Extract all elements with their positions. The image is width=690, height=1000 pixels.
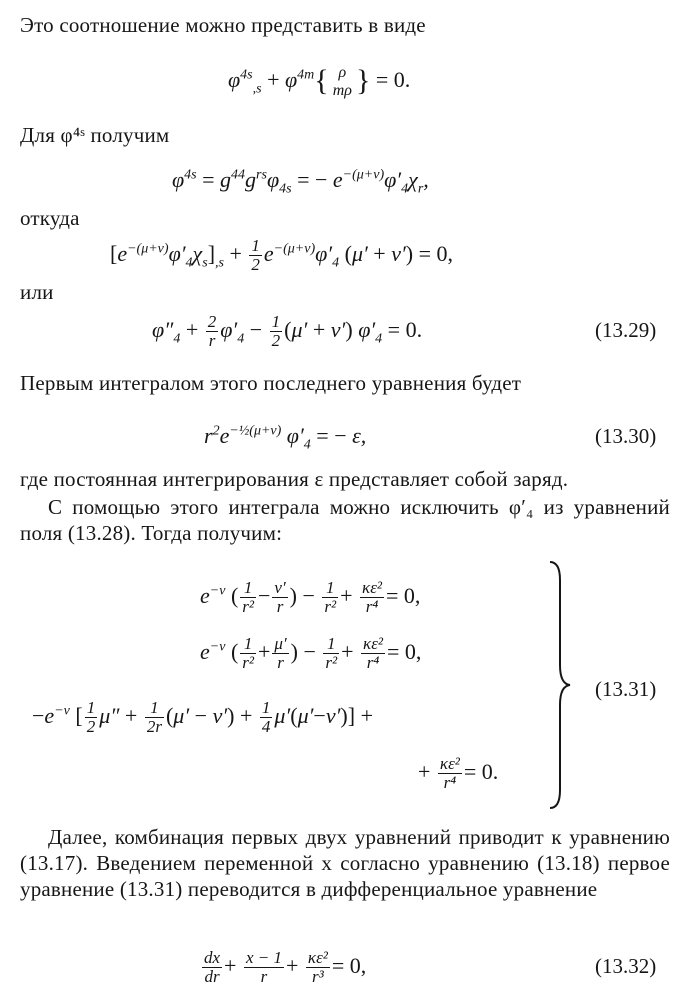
- equation-number-13-29: (13.29): [595, 318, 657, 342]
- equation-13-32: $\frac{dx}{dr}$ + $\frac{x - 1}{r}$ + $\frac{\text{κε²}}{\text{r³}}$ = 0, (13.32): [204, 948, 657, 987]
- right-brace: [548, 560, 572, 810]
- paragraph-or: или: [20, 280, 54, 304]
- paragraph-whence: откуда: [20, 206, 80, 230]
- equation-number-13-30: (13.30): [595, 424, 657, 448]
- equation-13-31-line-2: $e^{-\nu}$ ( $\frac{1}{\text{r²}}$ + $\frac{\mu'}{r}$ ) − $\frac{1}{\text{r²}}$ + $\frac{\text{κε²}}{\text{r⁴}}$ = 0,: [200, 634, 422, 673]
- equation-number-13-31: (13.31): [595, 677, 657, 701]
- paragraph-first-integral: Первым интегралом этого последнего уравнения будет: [20, 371, 522, 395]
- equation-13-29: $\varphi''_4$ + $\frac{2}{r}$ $\varphi'_4$ − $\frac{1}{2}$ (μ′ + ν′) $\varphi'_4 = 0$. (13.29): [152, 312, 657, 351]
- paragraph-for-phi: Для φ⁴ˢ получим: [20, 123, 170, 147]
- paragraph-charge: где постоянная интегрирования ε представляет собой заряд.: [20, 467, 569, 491]
- equation-13-30: $r^2e^{-\frac{1}{2}(\mu+\nu)}$ $\varphi'_4$ = − ε, (13.30): [204, 423, 657, 453]
- equation-13-31-line-3: $-e^{-\nu}$ [ $\frac{1}{2}$ μ″ + $\frac{1}{2r}$ (μ′ − ν′) + $\frac{1}{4}$ μ′(μ′−ν′)] +: [32, 698, 373, 737]
- equation-13-31-line-1: $e^{-\nu}$ ( $\frac{1}{\text{r²}}$ − $\frac{\nu'}{r}$ ) − $\frac{1}{\text{r²}}$ + $\frac{\text{κε²}}{\text{r⁴}}$ = 0,: [200, 578, 421, 617]
- equation-phi-4s: $\varphi^{4s} = g^{44}g^{rs}\varphi_{4s}$ = − $e^{-(\mu+\nu)}\varphi'_4\chi_r$,: [172, 167, 429, 197]
- paragraph-eliminate: С помощью этого интеграла можно исключить φ′₄ из уравнений поля (13.28). Тогда получим:: [20, 495, 670, 545]
- equation-phi-conservation: $\varphi^{4s}_{,s} + \varphi^{4m}${ ρ mρ } = 0.: [228, 63, 411, 99]
- equation-number-13-32: (13.32): [595, 954, 657, 978]
- equation-13-31-line-4: + $\frac{\text{κε²}}{\text{r⁴}}$ = 0.: [418, 754, 499, 793]
- paragraph-combination: Далее, комбинация первых двух уравнений приводит к уравнению (13.17). Введением переменной x согласно уравнению (13.18) первое уравнение (13.31) переводится в дифференциальное уравнение: [20, 825, 670, 901]
- paragraph-intro: Это соотношение можно представить в виде: [20, 13, 426, 37]
- equation-divergence: $[e^{-(\mu+\nu)}\varphi'_4\chi_s]_{,s}$ + $\frac{1}{2}$ $e^{-(\mu+\nu)}\varphi'_4$ (μ′ + ν′) = 0,: [110, 236, 454, 275]
